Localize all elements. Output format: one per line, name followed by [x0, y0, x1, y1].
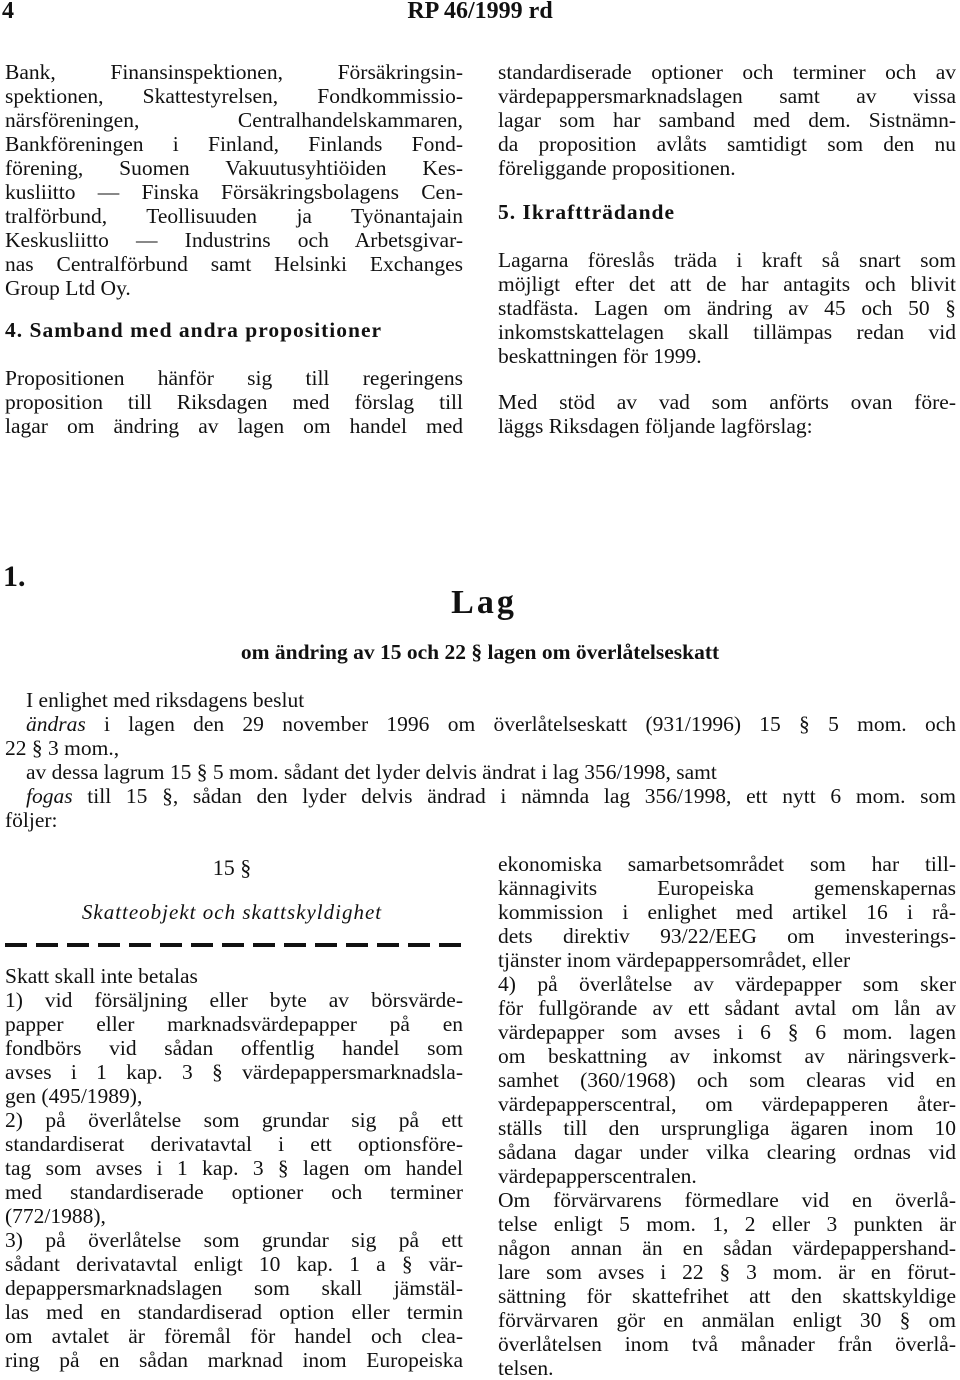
left-intro-line: förening, Suomen Vakuutusyhtiöiden Kes-: [5, 156, 463, 180]
law-text-line: någon annan än en sådan värdepappershand-: [498, 1236, 956, 1260]
law-text-line: 1) vid försäljning eller byte av börsvärde-: [5, 988, 463, 1012]
law-text-line: standardiserat derivatavtal i ett optionsföre-: [5, 1132, 463, 1156]
preamble-text: i lagen den 29 november 1996 om överlåtelseskatt (931/1996) 15 § 5 mom. och: [85, 712, 956, 736]
law-text-line: tjänster inom värdepappersområdet, eller: [498, 948, 851, 972]
law-text-line: överlåtelsen inom två månader från överlå-: [498, 1332, 956, 1356]
right-intro-line: standardiserade optioner och terminer och av: [498, 60, 956, 84]
law-text-line: 2) på överlåtelse som grundar sig på ett: [5, 1108, 463, 1132]
section-heading: 4. Samband med andra propositioner: [5, 318, 383, 342]
section-text-line: inkomstskattelagen skall tillämpas redan vid: [498, 320, 956, 344]
law-text-line: 4) på överlåtelse av värdepapper som sker: [498, 972, 956, 996]
law-text-line: avses i 1 kap. 3 § värdepappersmarknadsla-: [5, 1060, 463, 1084]
section-text-line: beskattningen för 1999.: [498, 344, 702, 368]
running-header: RP 46/1999 rd: [407, 0, 553, 24]
law-text-line: om beskattning av inkomst av näringsverk-: [498, 1044, 956, 1068]
left-intro-line: Group Ltd Oy.: [5, 276, 131, 300]
closing-line: Med stöd av vad som anförts ovan före-: [498, 390, 956, 414]
amend-keyword: ändras: [26, 712, 86, 736]
law-text-line: depappersmarknadslagen som skall jämstäl-: [5, 1276, 463, 1300]
law-text-line: värdepapperscentral, om värdepapperen åter-: [498, 1092, 956, 1116]
law-text-line: kännagivits Europeiska gemenskapernas: [498, 876, 956, 900]
law-text-line: (772/1988),: [5, 1204, 106, 1228]
right-intro-line: föreliggande propositionen.: [498, 156, 736, 180]
preamble-text: till 15 §, sådan den lyder delvis ändrad i nämnda lag 356/1998, ett nytt 6 mom. som: [72, 784, 956, 808]
section-text-line: lagar om ändring av lagen om handel med: [5, 414, 463, 438]
law-text-line: fondbörs vid sådan offentlig handel som: [5, 1036, 463, 1060]
law-text-line: tag som avses i 1 kap. 3 § lagen om handel: [5, 1156, 463, 1180]
law-text-line: förvärvaren gör en anmälan enligt 30 § om: [498, 1308, 956, 1332]
law-text-line: lare som avses i 22 § 3 mom. är en förut-: [498, 1260, 956, 1284]
right-intro-line: lagar som har samband med dem. Sistnämn-: [498, 108, 956, 132]
law-text-line: ställs till den ursprungliga ägaren inom 10: [498, 1116, 956, 1140]
law-text-line: för fullgörande av ett sådant avtal om lån av: [498, 996, 956, 1020]
preamble-line: av dessa lagrum 15 § 5 mom. sådant det lyder delvis ändrat i lag 356/1998, samt: [26, 760, 717, 784]
paragraph-heading: Skatteobjekt och skattskyldighet: [81, 900, 383, 924]
law-text-line: telsen.: [498, 1356, 554, 1380]
law-text-line: las med en standardiserad option eller termin: [5, 1300, 463, 1324]
law-text-line: sättning för skattefrihet att den skattskyldige: [498, 1284, 956, 1308]
left-intro-line: närsföreningen, Centralhandelskammaren,: [5, 108, 463, 132]
law-text-line: ring på en sådan marknad inom Europeiska: [5, 1348, 463, 1372]
left-intro-line: tralförbund, Teollisuuden ja Työnantajain: [5, 204, 463, 228]
section-text-line: stadfästa. Lagen om ändring av 45 och 50 §: [498, 296, 956, 320]
law-text-line: värdepapper som avses i 6 § 6 mom. lagen: [498, 1020, 956, 1044]
right-intro-line: värdepappersmarknadslagen samt av vissa: [498, 84, 956, 108]
preamble-line: 22 § 3 mom.,: [5, 736, 120, 760]
law-text-line: samhet (360/1968) och som clearas vid en: [498, 1068, 956, 1092]
law-title: Lag: [451, 584, 517, 621]
left-intro-line: spektionen, Skattestyrelsen, Fondkommissio-: [5, 84, 463, 108]
law-text-line: värdepapperscentralen.: [498, 1164, 697, 1188]
section-text-line: möjligt efter det att de har antagits och blivit: [498, 272, 956, 296]
preamble-line: [26, 712, 956, 736]
left-intro-line: nas Centralförbund samt Helsinki Exchanges: [5, 252, 463, 276]
law-text-line: 3) på överlåtelse som grundar sig på ett: [5, 1228, 463, 1252]
left-intro-line: kusliitto — Finska Försäkringsbolagens Cen-: [5, 180, 463, 204]
law-text-line: gen (495/1989),: [5, 1084, 143, 1108]
law-text-line: Skatt skall inte betalas: [5, 964, 198, 988]
section-text-line: Lagarna föreslås träda i kraft så snart som: [498, 248, 956, 272]
closing-line: läggs Riksdagen följande lagförslag:: [498, 414, 813, 438]
law-text-line: telse enligt 5 mom. 1, 2 eller 3 punkten är: [498, 1212, 956, 1236]
section-heading: 5. Ikraftträdande: [498, 200, 676, 224]
law-text-line: Om förvärvarens förmedlare vid en överlå-: [498, 1188, 956, 1212]
section-text-line: Propositionen hänför sig till regeringens: [5, 366, 463, 390]
paragraph-number: 15 §: [212, 855, 252, 880]
preamble-line: [26, 784, 956, 808]
law-text-line: dets direktiv 93/22/EEG om investerings-: [498, 924, 956, 948]
law-number: 1.: [3, 560, 26, 593]
right-intro-line: da proposition avlåts samtidigt som den nu: [498, 132, 956, 156]
omission-dash-rule: [5, 943, 463, 947]
page-number: 4: [2, 0, 14, 24]
law-text-line: ekonomiska samarbetsområdet som har till-: [498, 852, 956, 876]
law-text-line: sådant derivatavtal enligt 10 kap. 1 a § vär-: [5, 1252, 463, 1276]
law-text-line: med standardiserade optioner och terminer: [5, 1180, 463, 1204]
law-text-line: sådana dagar under vilka clearing ordnas vid: [498, 1140, 956, 1164]
preamble-line: följer:: [5, 808, 58, 832]
add-keyword: fogas: [26, 784, 73, 808]
left-intro-line: Bankföreningen i Finland, Finlands Fond-: [5, 132, 463, 156]
left-intro-line: Bank, Finansinspektionen, Försäkringsin-: [5, 60, 463, 84]
preamble-line: I enlighet med riksdagens beslut: [26, 688, 305, 712]
section-text-line: proposition till Riksdagen med förslag till: [5, 390, 463, 414]
law-text-line: kommission i enlighet med artikel 16 i rå-: [498, 900, 956, 924]
left-intro-line: Keskusliitto — Industrins och Arbetsgivar-: [5, 228, 463, 252]
law-text-line: papper eller marknadsvärdepapper på en: [5, 1012, 463, 1036]
law-subtitle: om ändring av 15 och 22 § lagen om överlåtelseskatt: [240, 640, 720, 664]
law-text-line: om avtalet är föremål för handel och clea-: [5, 1324, 463, 1348]
